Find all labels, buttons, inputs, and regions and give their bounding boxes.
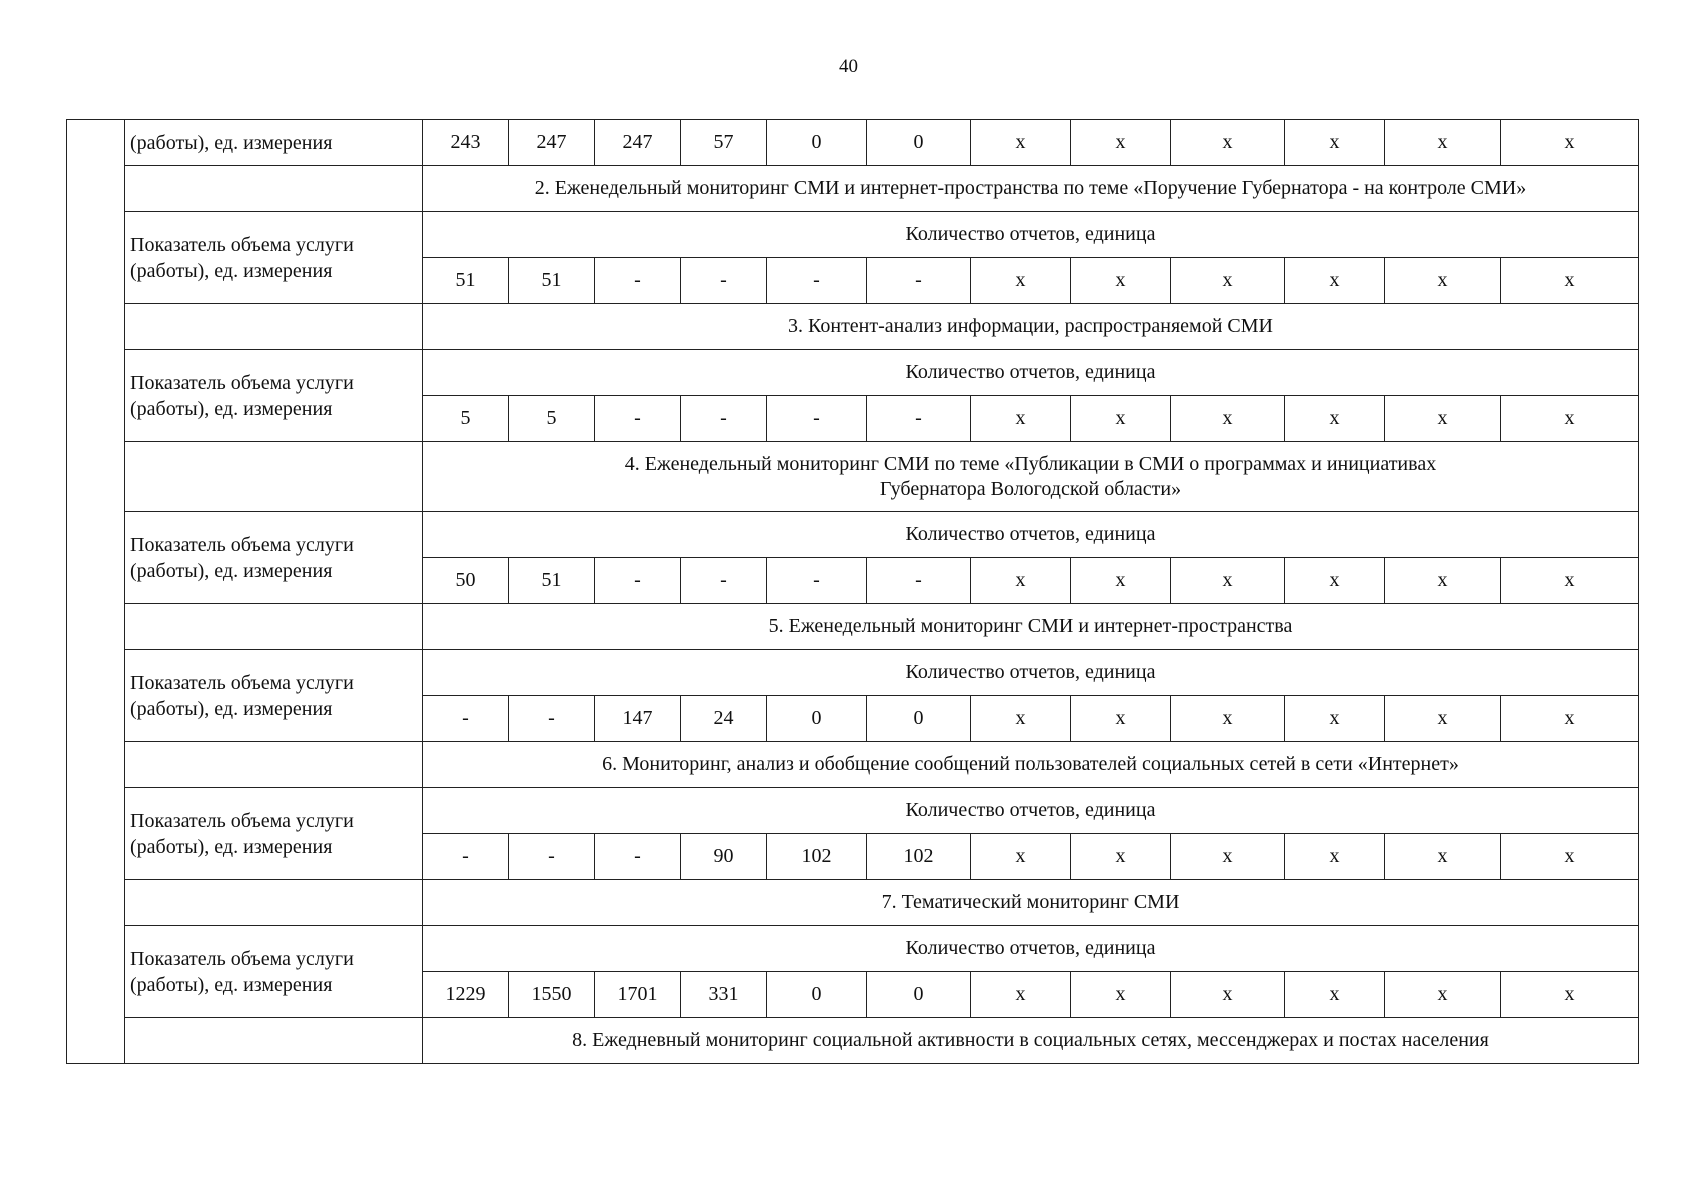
value-cell: x [1285,972,1385,1018]
value-cell: - [595,396,681,442]
empty-label-cell [125,880,423,926]
value-cell: x [1171,120,1285,166]
value-cell: - [423,696,509,742]
value-cell: x [1071,696,1171,742]
value-cell: x [1071,972,1171,1018]
value-cell: 90 [681,834,767,880]
section-title: 8. Ежедневный мониторинг социальной активности в социальных сетях, мессенджерах и постах населения [423,1018,1639,1064]
table-row [67,304,1639,350]
table-row [67,880,1639,926]
section-title: 7. Тематический мониторинг СМИ [423,880,1639,926]
value-cell: x [1385,972,1501,1018]
value-cell: x [971,972,1071,1018]
value-cell: x [971,120,1071,166]
indicator-label [125,512,423,604]
indicator-label-line: (работы), ед. измерения [130,259,333,282]
left-margin-cell [67,120,125,1064]
value-cell: x [971,258,1071,304]
value-cell: 331 [681,972,767,1018]
value-cell: - [423,834,509,880]
indicators-table [66,119,1639,1064]
value-cell: x [1285,120,1385,166]
indicator-label-line: Показатель объема услуги [130,947,354,970]
value-cell: x [1501,972,1639,1018]
table-row [67,926,1639,972]
value-cell: - [767,396,867,442]
section-title-line: 4. Еженедельный мониторинг СМИ по теме «Публикации в СМИ о программах и инициативах [624,452,1437,475]
value-cell: x [1385,120,1501,166]
value-cell: 51 [509,258,595,304]
value-cell: x [1071,396,1171,442]
value-cell: x [1071,558,1171,604]
value-cell: x [971,834,1071,880]
value-cell: - [867,258,971,304]
value-cell: x [1071,258,1171,304]
value-cell: - [767,258,867,304]
value-cell: - [509,834,595,880]
value-cell: x [1285,396,1385,442]
indicator-label: (работы), ед. измерения [125,120,423,166]
indicator-label-line: (работы), ед. измерения [130,397,333,420]
indicator-label-line: Показатель объема услуги [130,533,354,556]
table-row [67,120,1639,166]
value-cell: 51 [423,258,509,304]
value-cell: x [1171,258,1285,304]
empty-label-cell [125,166,423,212]
table-row [67,442,1639,512]
indicator-label-line: (работы), ед. измерения [130,559,333,582]
value-cell: 1701 [595,972,681,1018]
value-cell: - [681,558,767,604]
value-cell: x [1171,834,1285,880]
value-cell: x [971,696,1071,742]
value-cell: 147 [595,696,681,742]
table-row [67,350,1639,396]
table-row [67,788,1639,834]
indicator-label-line: Показатель объема услуги [130,371,354,394]
value-cell: x [1285,834,1385,880]
indicator-label-line: (работы), ед. измерения [130,973,333,996]
section-title [423,442,1639,512]
value-cell: - [767,558,867,604]
value-cell: x [1501,396,1639,442]
value-cell: 243 [423,120,509,166]
value-cell: x [1171,558,1285,604]
value-cell: x [1501,696,1639,742]
table-row [67,650,1639,696]
section-title: 6. Мониторинг, анализ и обобщение сообщений пользователей социальных сетей в сети «Интернет» [423,742,1639,788]
section-title: 3. Контент-анализ информации, распространяемой СМИ [423,304,1639,350]
value-cell: 0 [767,696,867,742]
value-cell: x [971,396,1071,442]
value-cell: x [1171,396,1285,442]
value-cell: x [1071,120,1171,166]
indicator-label [125,212,423,304]
table-row [67,604,1639,650]
value-cell: - [867,396,971,442]
value-cell: 5 [423,396,509,442]
value-cell: x [1501,258,1639,304]
value-cell: x [1501,120,1639,166]
value-cell: - [681,258,767,304]
value-cell: 247 [595,120,681,166]
value-cell: x [1285,558,1385,604]
unit-of-measure: Количество отчетов, единица [423,788,1639,834]
value-cell: - [595,258,681,304]
table-row [67,1018,1639,1064]
value-cell: x [1171,972,1285,1018]
unit-of-measure: Количество отчетов, единица [423,926,1639,972]
value-cell: 247 [509,120,595,166]
value-cell: 0 [867,972,971,1018]
value-cell: 57 [681,120,767,166]
value-cell: x [1071,834,1171,880]
value-cell: 1229 [423,972,509,1018]
value-cell: - [681,396,767,442]
value-cell: 0 [767,972,867,1018]
value-cell: 0 [767,120,867,166]
value-cell: x [1385,834,1501,880]
indicator-label-line: Показатель объема услуги [130,233,354,256]
table-row [67,212,1639,258]
empty-label-cell [125,604,423,650]
section-title: 5. Еженедельный мониторинг СМИ и интернет-пространства [423,604,1639,650]
value-cell: 24 [681,696,767,742]
unit-of-measure: Количество отчетов, единица [423,212,1639,258]
empty-label-cell [125,442,423,512]
page-number: 40 [839,56,858,77]
section-title: 2. Еженедельный мониторинг СМИ и интернет-пространства по теме «Поручение Губернатора - на контроле СМИ» [423,166,1639,212]
value-cell: 51 [509,558,595,604]
indicator-label-line: (работы), ед. измерения [130,697,333,720]
value-cell: x [1501,558,1639,604]
value-cell: x [971,558,1071,604]
value-cell: x [1501,834,1639,880]
table-row [67,166,1639,212]
unit-of-measure: Количество отчетов, единица [423,350,1639,396]
empty-label-cell [125,304,423,350]
value-cell: x [1385,558,1501,604]
unit-of-measure: Количество отчетов, единица [423,650,1639,696]
value-cell: - [595,558,681,604]
indicator-label [125,926,423,1018]
indicator-label [125,350,423,442]
empty-label-cell [125,742,423,788]
value-cell: x [1285,696,1385,742]
value-cell: 50 [423,558,509,604]
indicator-label-line: (работы), ед. измерения [130,835,333,858]
value-cell: - [867,558,971,604]
unit-of-measure: Количество отчетов, единица [423,512,1639,558]
value-cell: 5 [509,396,595,442]
value-cell: x [1385,258,1501,304]
value-cell: x [1385,696,1501,742]
value-cell: x [1285,258,1385,304]
value-cell: - [595,834,681,880]
value-cell: 1550 [509,972,595,1018]
value-cell: x [1171,696,1285,742]
table-row [67,742,1639,788]
empty-label-cell [125,1018,423,1064]
table-row [67,512,1639,558]
indicator-label-line: Показатель объема услуги [130,809,354,832]
indicator-label-line: Показатель объема услуги [130,671,354,694]
value-cell: 0 [867,696,971,742]
value-cell: 102 [767,834,867,880]
value-cell: x [1385,396,1501,442]
indicator-label [125,650,423,742]
value-cell: 102 [867,834,971,880]
value-cell: - [509,696,595,742]
indicator-label [125,788,423,880]
section-title-line: Губернатора Вологодской области» [879,477,1182,500]
value-cell: 0 [867,120,971,166]
